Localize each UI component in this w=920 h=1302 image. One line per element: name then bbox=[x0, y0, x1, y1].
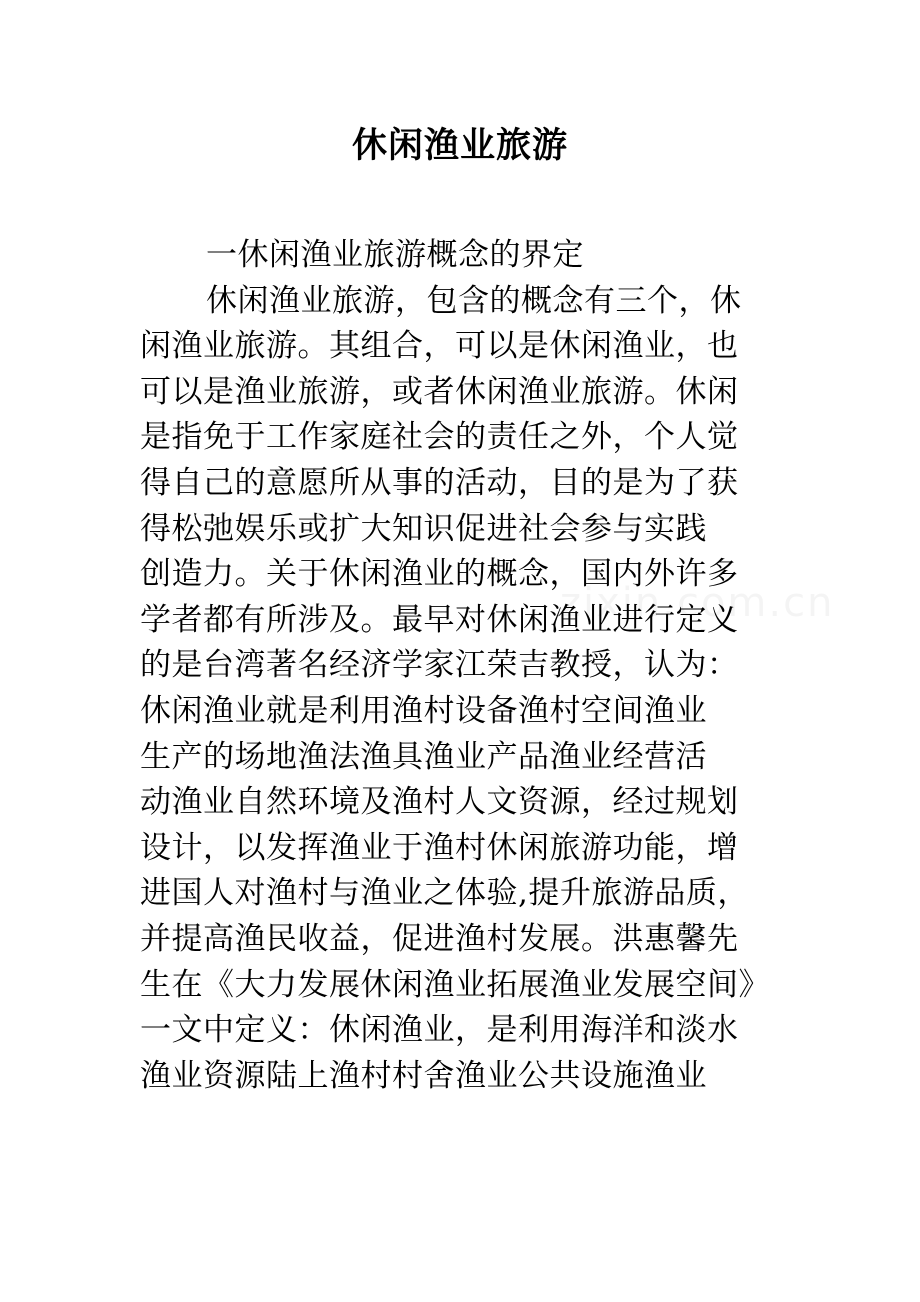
paragraph-line: 并提高渔民收益，促进渔村发展。洪惠馨先 bbox=[140, 920, 739, 957]
paragraph-line: 生在《大力发展休闲渔业拓展渔业发展空间》 bbox=[140, 966, 770, 1003]
paragraph-line: 进国人对渔村与渔业之体验,提升旅游品质， bbox=[140, 875, 749, 912]
paragraph-line: 一文中定义：休闲渔业，是利用海洋和淡水 bbox=[140, 1012, 739, 1049]
paragraph-line: 设计，以发挥渔业于渔村休闲旅游功能，增 bbox=[140, 829, 739, 866]
paragraph-line: 渔业资源陆上渔村村舍渔业公共设施渔业 bbox=[140, 1057, 707, 1094]
paragraph-line: 创造力。关于休闲渔业的概念，国内外许多 bbox=[140, 556, 739, 593]
paragraph-line: 学者都有所涉及。最早对休闲渔业进行定义 bbox=[140, 601, 739, 638]
paragraph-line: 得松弛娱乐或扩大知识促进社会参与实践 bbox=[140, 510, 707, 547]
paragraph-line: 休闲渔业旅游，包含的概念有三个，休 bbox=[206, 282, 742, 319]
section-heading: 一休闲渔业旅游概念的界定 bbox=[206, 237, 584, 273]
paragraph-line: 动渔业自然环境及渔村人文资源，经过规划 bbox=[140, 784, 739, 821]
paragraph-line: 生产的场地渔法渔具渔业产品渔业经营活 bbox=[140, 738, 707, 775]
paragraph-line: 可以是渔业旅游，或者休闲渔业旅游。休闲 bbox=[140, 373, 739, 410]
paragraph-line: 休闲渔业就是利用渔村设备渔村空间渔业 bbox=[140, 692, 707, 729]
document-body bbox=[140, 233, 792, 1099]
document-title: 休闲渔业旅游 bbox=[351, 125, 568, 166]
paragraph-line: 的是台湾著名经济学家江荣吉教授，认为： bbox=[140, 647, 739, 684]
paragraph-line: 闲渔业旅游。其组合，可以是休闲渔业，也 bbox=[140, 328, 739, 365]
paragraph-line: 得自己的意愿所从事的活动，目的是为了获 bbox=[140, 464, 739, 501]
paragraph-line: 是指免于工作家庭社会的责任之外，个人觉 bbox=[140, 419, 739, 456]
